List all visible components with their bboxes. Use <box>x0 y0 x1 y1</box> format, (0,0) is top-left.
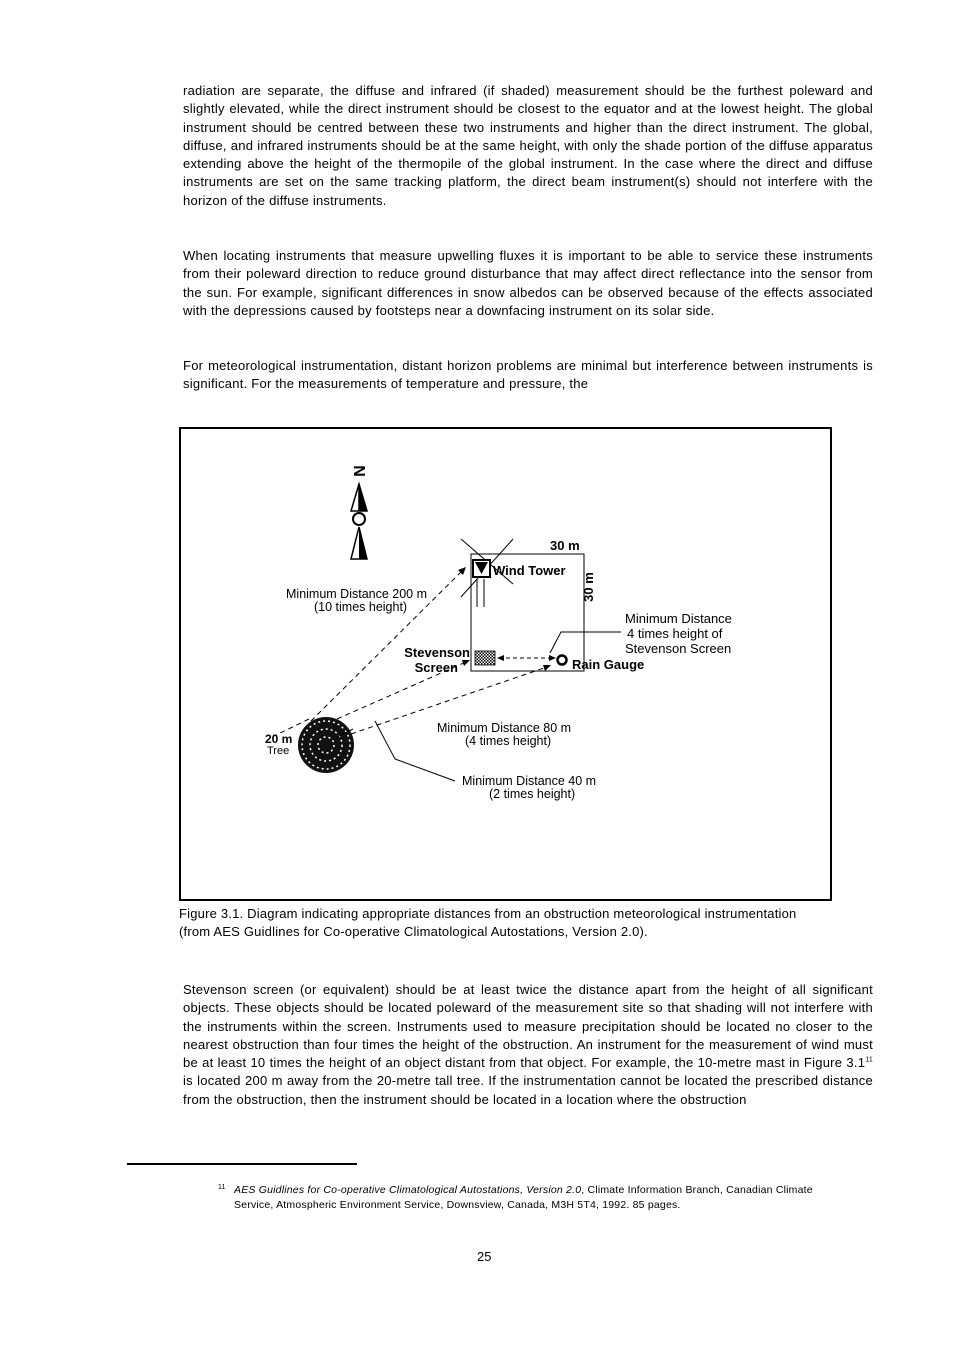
tree-label: Tree <box>267 745 290 757</box>
body-paragraph-stevenson <box>183 981 873 1109</box>
rain-gauge-icon <box>558 656 567 665</box>
tree-icon <box>298 717 354 773</box>
stevenson-label-line1: Stevenson <box>404 645 470 660</box>
min-dist-200-line1: Minimum Distance 200 m <box>286 587 428 601</box>
north-label: N <box>350 465 367 477</box>
footnote-rest: , Climate Information Branch, Canadian Climate Service, Atmospheric Environment Service, Downsview, Canada, M3H 5T4, 1992. 85 pages. <box>234 1184 813 1211</box>
figure-diagram <box>181 429 834 903</box>
min-dist-200-line2: (10 times height) <box>314 600 408 614</box>
min-dist-80-line2: (4 times height) <box>465 734 552 748</box>
figure-caption: Figure 3.1. Diagram indicating appropriate distances from an obstruction meteorological instrumentation (from AES Guidlines for Co-operative Climatological Autostations, Version 2.0). <box>179 906 797 940</box>
wind-tower-label: Wind Tower <box>493 563 566 578</box>
body-paragraph-radiation: radiation are separate, the diffuse and infrared (if shaded) measurement should be the furthest poleward and slightly elevated, while the direct instrument should be closest to the equator and at the lowest height. The global instrument should be centred between these two instruments and higher than the direct instrument. The global, diffuse, and infrared instruments should be at the same height, with only the shade portion of the diffuse apparatus extending above the height of the thermopile of the global instrument. In the case where the direct and diffuse instruments are set on the same tracking platform, the direct beam instrument(s) should not interfere with the horizon of the diffuse instruments. <box>183 83 873 208</box>
body-paragraph-upwelling: When locating instruments that measure upwelling fluxes it is important to be able to service these instruments from their poleward direction to reduce ground disturbance that may affect direct reflectance into the sensor from the sun. For example, significant differences in snow albedos can be observed because of the effects associated with the depressions caused by footsteps near a downfacing instrument on its solar side. <box>183 248 873 318</box>
footnote-title: AES Guidlines for Co-operative Climatological Autostations, Version 2.0 <box>234 1184 582 1196</box>
north-arrow-icon <box>350 465 367 559</box>
figure-3-1 <box>179 427 832 901</box>
footnote-reference[interactable]: 11 <box>865 1056 873 1064</box>
stevenson-screen-icon <box>475 651 495 665</box>
min-dist-40-line1: Minimum Distance 40 m <box>462 774 597 788</box>
tree-height-label: 20 m <box>265 732 293 746</box>
min-dist-4x-line3: Stevenson Screen <box>625 641 732 656</box>
min-dist-40-line2: (2 times height) <box>489 787 576 801</box>
page-number: 25 <box>477 1249 492 1264</box>
footnote <box>218 1183 818 1212</box>
plot-width-label: 30 m <box>550 538 580 553</box>
rain-gauge-label: Rain Gauge <box>572 657 645 672</box>
footnote-mark: 11 <box>218 1184 226 1191</box>
plot-height-label: 30 m <box>581 572 596 602</box>
stevenson-label-line2: Screen <box>414 660 458 675</box>
p4-text-a: Stevenson screen (or equivalent) should be at least twice the distance apart from the height of all significant objects. These objects should be located poleward of the measurement site so that shading will not interfere with the instruments within the screen. Instruments used to measure precipitation should be located no closer to the nearest obstruction than four times the height of the obstruction. An instrument for the measurement of wind must be at least 10 times the height of an object distant from that object. For example, the 10-metre mast in Figure 3.1 <box>183 982 873 1071</box>
p4-text-b: is located 200 m away from the 20-metre tall tree. If the instrumentation cannot be located the prescribed distance from the obstruction, then the instrument should be located in a location where the obstruction <box>183 1073 873 1107</box>
min-dist-4x-line2: 4 times height of <box>627 626 723 641</box>
min-dist-4x-line1: Minimum Distance <box>625 611 732 626</box>
min-dist-80-line1: Minimum Distance 80 m <box>437 721 572 735</box>
body-paragraph-meteorological: For meteorological instrumentation, distant horizon problems are minimal but interference between instruments is significant. For the measurements of temperature and pressure, the <box>183 358 873 392</box>
footnote-divider <box>127 1163 357 1165</box>
footnote-text <box>234 1183 818 1212</box>
